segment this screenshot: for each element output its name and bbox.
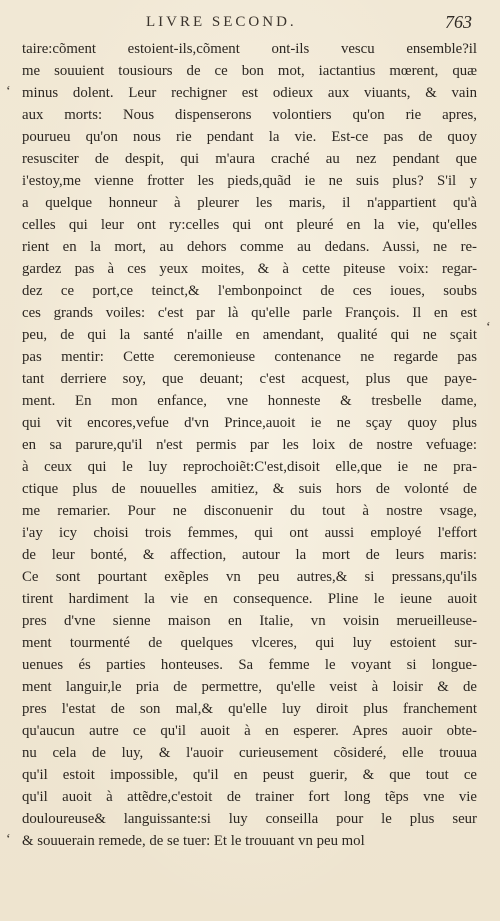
text-line: aux morts: Nous dispenserons volontiers qu'on rie apres, xyxy=(22,107,477,123)
text-line: à ceux qui le luy reprochoiẽt:C'est,disoit elle,que ie ne pra- xyxy=(22,459,477,475)
text-line: qu'aucun autre ce qu'il auoit à en esperer. Apres auoir obte- xyxy=(22,723,477,739)
text-line: pourueu qu'on nous rie pendant la vie. Est-ce pas de quoy xyxy=(22,129,477,145)
text-line: ment. En mon enfance, vne honneste & tresbelle dame, xyxy=(22,393,477,409)
text-line: dez ce port,ce teinct,& l'embonpoinct de ces ioues, soubs xyxy=(22,283,477,299)
text-line: ctique plus de nouuelles amitiez, & suis hors de volonté de xyxy=(22,481,477,497)
text-line: minus dolent. Leur rechigner est odieux aux viuants, & vain xyxy=(22,85,477,101)
text-line: i'ay icy choisi trois femmes, qui ont aussi employé l'effort xyxy=(22,525,477,541)
text-line: ment languir,le pria de permettre, qu'elle veist à loisir & de xyxy=(22,679,477,695)
text-line: gardez pas à ces yeux moites, & à cette piteuse voix: regar- xyxy=(22,261,477,277)
running-head: LIVRE SECOND. xyxy=(146,14,297,30)
text-line: tirent hardiment la vie en consequence. Pline le ieune auoit xyxy=(22,591,477,607)
text-line: en sa parure,qu'il n'est permis par les loix de nostre vefuage: xyxy=(22,437,477,453)
text-line: qui vit encores,vefue d'vn Prince,auoit ie ne sçay quoy plus xyxy=(22,415,477,431)
text-line: celles qui leur ont ry:celles qui ont pleuré en la vie, qu'elles xyxy=(22,217,477,233)
text-line: taire:cõment estoient-ils,cõment ont-ils vescu ensemble?il xyxy=(22,41,477,57)
margin-quote-mark: ʻ xyxy=(6,84,11,99)
text-line: me remarier. Pour ne disconuenir du tout à nostre vsage, xyxy=(22,503,477,519)
margin-dot-mark: ʻ xyxy=(486,320,491,335)
text-line: ces grands voiles: c'est par là qu'elle parle François. Il en est xyxy=(22,305,477,321)
text-line: nu cela de luy, & l'auoir curieusement cõsideré, elle trouua xyxy=(22,745,477,761)
text-line: pas mentir: Cette ceremonieuse contenance ne regarde pas xyxy=(22,349,477,365)
text-line: qu'il estoit impossible, qu'il en peust guerir, & que tout ce xyxy=(22,767,477,783)
margin-quote-mark: ʻ xyxy=(6,832,11,847)
text-line: i'estoy,me vienne frotter les pieds,quãd ie ne suis plus? S'il y xyxy=(22,173,477,189)
text-line: rient en la mort, au dehors comme au dedans. Aussi, ne re- xyxy=(22,239,477,255)
text-line: peu, de qui la santé n'aille en amendant, qualité qui ne sçait xyxy=(22,327,477,343)
text-line: me souuient tousiours de ce bon mot, iactantius mœrent, quæ xyxy=(22,63,477,79)
text-line: douloureuse& languissante:si luy conseilla pour le plus seur xyxy=(22,811,477,827)
text-line: Ce sont pourtant exẽples vn peu autres,& si pressans,qu'ils xyxy=(22,569,477,585)
text-line: pres l'estat de son mal,& qu'elle luy diroit plus franchement xyxy=(22,701,477,717)
page-number: 763 xyxy=(445,12,472,32)
body-text xyxy=(22,38,477,852)
text-line: a quelque honneur à pleurer les maris, il n'appartient qu'à xyxy=(22,195,477,211)
text-line: pres d'vne sienne maison en Italie, vn voisin merueilleuse- xyxy=(22,613,477,629)
text-line: uenues és parties honteuses. Sa femme le voyant si longue- xyxy=(22,657,477,673)
text-line: & souuerain remede, de se tuer: Et le trouuant vn peu mol xyxy=(22,833,365,849)
text-line: tant derriere soy, que deuant; c'est acquest, plus que paye- xyxy=(22,371,477,387)
text-line: resusciter de despit, qui m'aura craché au nez pendant que xyxy=(22,151,477,167)
page-header xyxy=(0,14,500,38)
text-line: qu'il auoit à attẽdre,c'estoit de trainer fort long tẽps vne vie xyxy=(22,789,477,805)
text-line: ment tourmenté de quelques vlceres, qui luy estoient sur- xyxy=(22,635,477,651)
text-line: de leur bonté, & affection, autour la mort de leurs maris: xyxy=(22,547,477,563)
